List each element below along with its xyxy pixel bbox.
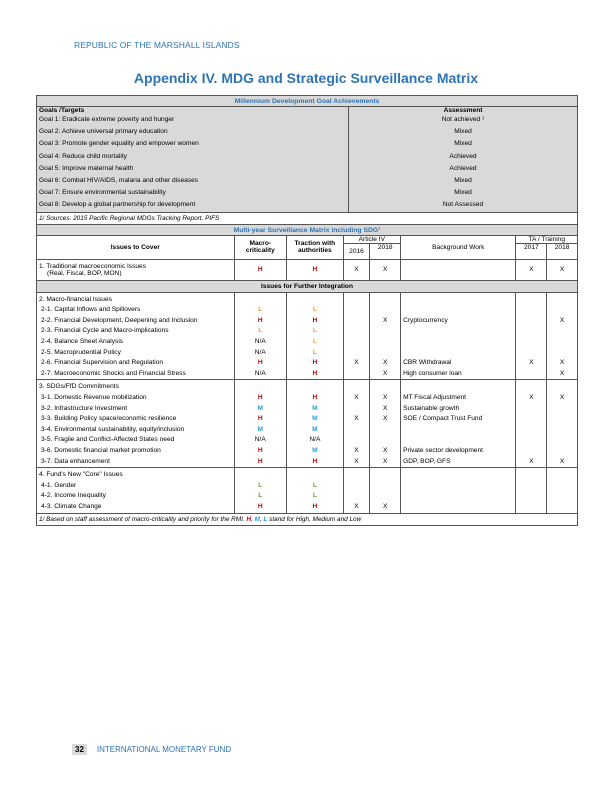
mark-2018	[370, 305, 401, 316]
assessment-value: Not achieved ¹	[441, 116, 485, 123]
rating-traction: H	[287, 358, 344, 369]
publisher: INTERNATIONAL MONETARY FUND	[96, 745, 232, 754]
mark-2018-ta: X	[547, 259, 578, 280]
rating-traction: L	[287, 348, 344, 359]
rating-traction: H	[287, 369, 344, 380]
mark-2016	[343, 481, 370, 492]
mark-2017: X	[516, 259, 547, 280]
issue-label: 2-5. Macroprudential Policy	[41, 348, 121, 356]
background-work	[401, 502, 516, 513]
empty-cell	[343, 380, 370, 393]
issue-row	[37, 457, 578, 468]
issues-column-header: Issues to Cover	[37, 235, 235, 259]
empty-cell	[370, 468, 401, 481]
issue-row	[37, 491, 578, 502]
mark-2017	[516, 326, 547, 337]
rating-macro: L	[234, 326, 287, 337]
matrix-container	[36, 95, 578, 526]
mark-2016: X	[343, 358, 370, 369]
rating-macro: M	[234, 425, 287, 436]
empty-cell	[343, 468, 370, 481]
mark-2017	[516, 337, 547, 348]
mark-2018	[370, 326, 401, 337]
goal-item: Goal 6: Combat HIV/AIDS, malaria and other diseases	[39, 177, 199, 185]
issue-row	[37, 425, 578, 436]
rating-traction: L	[287, 337, 344, 348]
rating-macro: N/A	[234, 348, 287, 359]
empty-cell	[547, 468, 578, 481]
mark-2017	[516, 435, 547, 446]
goal-item: Goal 2: Achieve universal primary education	[39, 128, 168, 136]
background-work	[401, 425, 516, 436]
mark-2018	[370, 491, 401, 502]
mark-2017	[516, 481, 547, 492]
mdg-heading: Millennium Development Goal Achievements	[37, 96, 578, 107]
traditional-issues-sub: (Real, Fiscal, BOP, MON)	[47, 269, 122, 277]
issue-label: 3-4. Environmental sustainability, equity/inclusion	[41, 425, 185, 433]
traditional-issues-label: 1. Traditional macroeconomic Issues	[39, 262, 147, 270]
rating-macro: H	[234, 502, 287, 513]
mark-2018-ta	[547, 337, 578, 348]
note-sep: ,	[259, 515, 264, 523]
rating-macro: N/A	[234, 435, 287, 446]
background-work	[401, 305, 516, 316]
page-footer	[72, 744, 231, 755]
issue-row	[37, 326, 578, 337]
mark-2016	[343, 316, 370, 327]
issue-label: 2-3. Financial Cycle and Macro-implications	[41, 327, 169, 335]
empty-cell	[287, 468, 344, 481]
mark-2016	[343, 326, 370, 337]
mark-2017	[516, 491, 547, 502]
mark-2018: X	[370, 404, 401, 415]
mark-2018-ta	[547, 404, 578, 415]
rating-macro: L	[234, 481, 287, 492]
mark-2017: X	[516, 457, 547, 468]
mark-2018-ta: X	[547, 393, 578, 404]
mark-2017: X	[516, 358, 547, 369]
issue-row	[37, 481, 578, 492]
empty-cell	[547, 292, 578, 305]
rating-traction: M	[287, 414, 344, 425]
empty-cell	[287, 292, 344, 305]
background-work: MT Fiscal Adjustment	[401, 393, 516, 404]
rating-traction: L	[287, 305, 344, 316]
issue-label: 3-6. Domestic financial market promotion	[41, 446, 161, 454]
empty-cell	[234, 468, 287, 481]
traction-column-header: Traction with authorities	[287, 235, 344, 259]
rating-traction: H	[287, 502, 344, 513]
assessment-column-header: Assessment	[443, 107, 483, 114]
group-title: 3. SDGs/FfD Commitments	[37, 380, 235, 393]
mark-2017	[516, 414, 547, 425]
mark-2017	[516, 425, 547, 436]
issue-row	[37, 446, 578, 457]
background-work	[401, 481, 516, 492]
mark-2018: X	[370, 393, 401, 404]
mark-2018-ta	[547, 326, 578, 337]
rating-traction: M	[287, 446, 344, 457]
background-work	[401, 491, 516, 502]
mark-2016	[343, 348, 370, 359]
mark-2018-ta: X	[547, 358, 578, 369]
rating-traction: L	[287, 481, 344, 492]
mark-2016: X	[343, 446, 370, 457]
mark-2016	[343, 369, 370, 380]
mdg-table	[36, 95, 578, 213]
empty-cell	[287, 380, 344, 393]
mark-2018-ta	[547, 491, 578, 502]
issue-row	[37, 316, 578, 327]
ta-training-header: TA / Training	[516, 235, 578, 243]
mark-2016: X	[343, 457, 370, 468]
mark-2018: X	[370, 502, 401, 513]
assessment-value: Mixed	[454, 189, 472, 197]
issue-row	[37, 414, 578, 425]
mark-2016	[343, 404, 370, 415]
rating-macro: H	[234, 414, 287, 425]
issue-row	[37, 435, 578, 446]
mark-2018: X	[370, 446, 401, 457]
mark-2017	[516, 404, 547, 415]
issue-row	[37, 502, 578, 513]
assessment-list	[351, 114, 575, 212]
mark-2016: X	[343, 502, 370, 513]
surveillance-table	[36, 213, 578, 526]
year-2016: 2016	[343, 243, 370, 259]
mark-2018-ta: X	[547, 369, 578, 380]
assessment-value: Mixed	[454, 177, 472, 185]
article-iv-header: Article IV	[343, 235, 400, 243]
background-work: CBR Withdrawal	[401, 358, 516, 369]
issue-row	[37, 404, 578, 415]
rating-traction: L	[287, 326, 344, 337]
mdg-source-note: 1/ Sources: 2015 Pacific Regional MDGs Tracking Report, PIFS	[37, 213, 578, 225]
mark-2017	[516, 316, 547, 327]
goal-item: Goal 8: Develop a global partnership for development	[39, 201, 196, 209]
mark-2016: X	[343, 414, 370, 425]
rating-macro: H	[234, 259, 287, 280]
rating-macro: M	[234, 404, 287, 415]
rating-macro: L	[234, 305, 287, 316]
issue-row	[37, 369, 578, 380]
assessment-value: Mixed	[454, 140, 472, 148]
page-title: Appendix IV. MDG and Strategic Surveillance Matrix	[133, 70, 479, 86]
issue-label: 2-2. Financial Development, Deepening and Inclusion	[41, 316, 198, 324]
rating-macro: H	[234, 457, 287, 468]
rating-traction: M	[287, 425, 344, 436]
rating-traction: H	[287, 316, 344, 327]
issue-label: 4-2. Income Inequality	[41, 492, 106, 500]
note-low: L	[263, 515, 268, 523]
mark-2018-ta	[547, 305, 578, 316]
empty-cell	[370, 292, 401, 305]
mark-2018: X	[370, 457, 401, 468]
issue-label: 3-1. Domestic Revenue mobilization	[41, 393, 147, 401]
rating-note-text-end: stand for High, Medium and Low	[267, 515, 362, 523]
surveillance-heading: Multi-year Surveillance Matrix including SDG¹	[37, 224, 578, 235]
mark-2018: X	[370, 414, 401, 425]
group-title-row	[37, 380, 578, 393]
mark-2016	[343, 425, 370, 436]
goal-item: Goal 5: Improve maternal health	[39, 164, 134, 172]
mark-2017	[516, 305, 547, 316]
mark-2018-ta	[547, 481, 578, 492]
rating-traction: H	[287, 259, 344, 280]
mark-2017	[516, 369, 547, 380]
issue-row	[37, 305, 578, 316]
assessment-value: Achieved	[449, 152, 477, 160]
mark-2017	[516, 446, 547, 457]
issue-label: 3-7. Data enhancement	[41, 457, 110, 465]
mark-2018: X	[370, 316, 401, 327]
mark-2018-ta	[547, 425, 578, 436]
background-work: SOE / Compact Trust Fund	[401, 414, 516, 425]
empty-cell	[516, 468, 547, 481]
issue-label: 4-1. Gender	[41, 481, 77, 489]
empty-cell	[343, 292, 370, 305]
issue-label: 2-7. Macroeconomic Shocks and Financial Stress	[41, 369, 186, 377]
issue-label: 2-6. Financial Supervision and Regulation	[41, 359, 164, 367]
mark-2018	[370, 481, 401, 492]
mark-2018	[370, 425, 401, 436]
mark-2017: X	[516, 393, 547, 404]
mark-2018-ta	[547, 348, 578, 359]
group-title-row	[37, 468, 578, 481]
mark-2018: X	[370, 369, 401, 380]
mark-2016	[343, 337, 370, 348]
mark-2018-ta	[547, 435, 578, 446]
mark-2018-ta	[547, 446, 578, 457]
rating-traction: L	[287, 491, 344, 502]
rating-macro: H	[234, 358, 287, 369]
issue-groups	[37, 292, 578, 513]
assessment-value: Achieved	[449, 164, 477, 172]
mark-2017	[516, 348, 547, 359]
rating-traction: H	[287, 457, 344, 468]
goal-item: Goal 3: Promote gender equality and empower women	[39, 140, 199, 148]
mark-2018: X	[370, 259, 401, 280]
further-integration-heading: Issues for Further Integration	[37, 280, 578, 292]
background-work	[401, 337, 516, 348]
mark-2016	[343, 435, 370, 446]
rating-traction: N/A	[287, 435, 344, 446]
note-sep: ,	[251, 515, 255, 523]
group-title: 2. Macro-financial Issues	[39, 295, 112, 303]
empty-cell	[370, 380, 401, 393]
rating-macro: H	[234, 316, 287, 327]
background-work: GDP, BOP, GFS	[401, 457, 516, 468]
year-2018-ta: 2018	[547, 243, 578, 259]
issue-label: 3-5. Fragile and Conflict-Affected States need	[41, 436, 175, 444]
empty-cell	[234, 380, 287, 393]
mark-2017	[516, 502, 547, 513]
issue-row	[37, 393, 578, 404]
issue-row	[37, 358, 578, 369]
mark-2018-ta: X	[547, 457, 578, 468]
mark-2016: X	[343, 259, 370, 280]
empty-cell	[401, 380, 516, 393]
goal-item: Goal 4: Reduce child mortality	[39, 152, 127, 160]
issue-row	[37, 337, 578, 348]
rating-note-text: 1/ Based on staff assessment of macro-criticality and priority for the RMI.	[39, 515, 247, 523]
macro-column-header: Macro-criticality	[234, 235, 287, 259]
empty-cell	[547, 380, 578, 393]
mark-2018	[370, 348, 401, 359]
background-work: Private sector development	[401, 446, 516, 457]
background-column-header: Background Work	[401, 235, 516, 259]
rating-macro: L	[234, 491, 287, 502]
mark-2016	[343, 305, 370, 316]
issue-label: 3-3. Building Policy space/economic resilience	[41, 415, 177, 423]
note-medium: M	[254, 515, 260, 523]
issue-label: 2-4. Balance Sheet Analysis	[41, 338, 124, 345]
mark-2016	[343, 491, 370, 502]
rating-macro: H	[234, 446, 287, 457]
empty-cell	[516, 292, 547, 305]
traditional-issues-row	[37, 259, 578, 280]
goal-list	[39, 114, 346, 212]
rating-traction: M	[287, 404, 344, 415]
mark-2018: X	[370, 358, 401, 369]
rating-note	[37, 513, 578, 525]
note-high: H	[246, 515, 252, 523]
mark-2018	[370, 435, 401, 446]
year-2018-article: 2018	[370, 243, 401, 259]
background-work	[401, 435, 516, 446]
group-title: 4. Fund's New "Core" Issues	[37, 468, 235, 481]
assessment-value: Mixed	[454, 128, 472, 136]
empty-cell	[401, 292, 516, 305]
running-header: REPUBLIC OF THE MARSHALL ISLANDS	[74, 40, 240, 50]
rating-traction: H	[287, 393, 344, 404]
rating-macro: H	[234, 393, 287, 404]
background-work: Sustainable growth	[401, 404, 516, 415]
mark-2018-ta: X	[547, 316, 578, 327]
background-work	[401, 326, 516, 337]
issue-label: 4-3. Climate Change	[41, 502, 102, 510]
background-work	[401, 348, 516, 359]
goal-item: Goal 7: Ensure environmental sustainability	[39, 189, 166, 197]
goal-item: Goal 1: Eradicate extreme poverty and hunger	[39, 116, 175, 123]
background-work: High consumer loan	[401, 369, 516, 380]
mark-2018-ta	[547, 414, 578, 425]
page-number: 32	[72, 744, 87, 755]
rating-macro: N/A	[234, 337, 287, 348]
goals-column-header: Goals /Targets	[39, 107, 85, 114]
issue-row	[37, 348, 578, 359]
mark-2016: X	[343, 393, 370, 404]
empty-cell	[516, 380, 547, 393]
mark-2018-ta	[547, 502, 578, 513]
background-work: Cryptocurrency	[401, 316, 516, 327]
group-title-row	[37, 292, 578, 305]
year-2017: 2017	[516, 243, 547, 259]
empty-cell	[234, 292, 287, 305]
assessment-value: Not Assessed	[442, 201, 484, 209]
mark-2018	[370, 337, 401, 348]
rating-macro: N/A	[234, 369, 287, 380]
issue-label: 3-2. Infrastructure Investment	[41, 404, 128, 412]
empty-cell	[401, 468, 516, 481]
issue-label: 2-1. Capital Inflows and Spillovers	[41, 306, 141, 314]
